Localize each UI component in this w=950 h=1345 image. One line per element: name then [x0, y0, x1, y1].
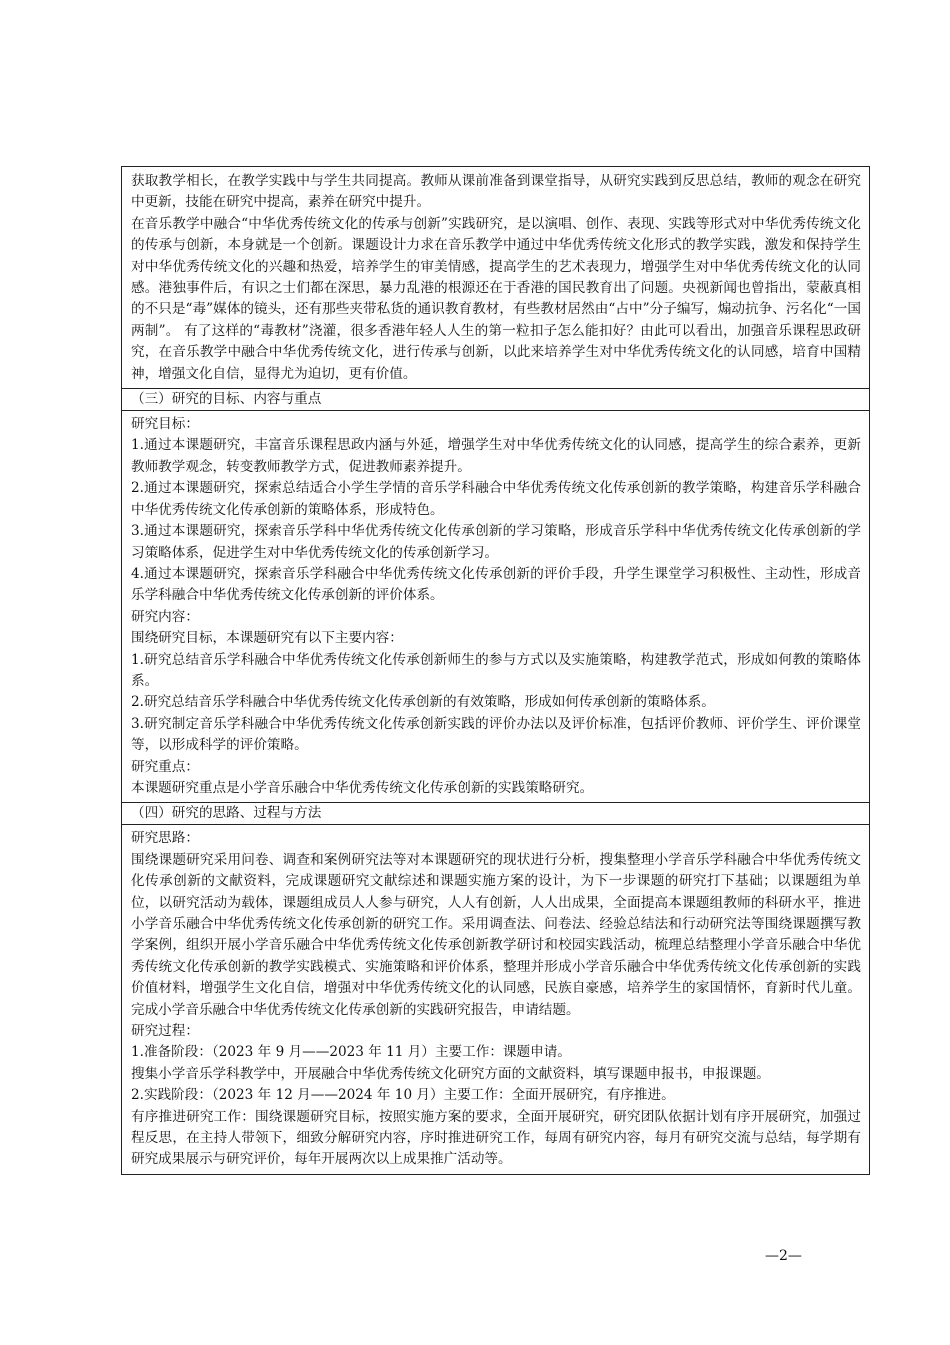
paragraph: 1.研究总结音乐学科融合中华优秀传统文化传承创新师生的参与方式以及实施策略，构建教学范式，形成如何教的策略体系。 — [131, 651, 861, 689]
paragraph: 搜集小学音乐学科教学中，开展融合中华优秀传统文化研究方面的文献资料，填写课题申报书，申报课题。 — [131, 1065, 770, 1082]
paragraph: 2.实践阶段：（2023 年 12 月——2024 年 10 月）主要工作：全面开展研究，有序推进。 — [131, 1087, 675, 1104]
paragraph: 研究内容： — [131, 608, 199, 625]
paragraph: 研究思路： — [131, 830, 199, 847]
paragraph: 围绕课题研究采用问卷、调查和案例研究法等对本课题研究的现状进行分析，搜集整理小学音乐学科融合中华优秀传统文化传承创新的文献资料，完成课题研究文献综述和课题实施方案的设计，为下一步课题的研究打下基础；以课题组为单位，以研究活动为载体，课题组成员人人参与研究，人人有创新，人人出成果，全面提高本课题组教师的科研水平，推进小学音乐融合中华优秀传统文化传承创新的研究工作。采用调查法、问卷法、经验总结法和行动研究法等围绕课题撰写教学案例，组织开展小学音乐融合中华优秀传统文化传承创新教学研讨和校园实践活动，梳理总结整理小学音乐融合中华优秀传统文化传承创新的教学实践模式、实施策略和评价体系，整理并形成小学音乐融合中华优秀传统文化传承创新的实践价值材料，增强学生文化自信，增强对中华优秀传统文化的认同感，民族自豪感，培养学生的家国情怀，育新时代儿童。完成小学音乐融合中华优秀传统文化传承创新的实践研究报告，申请结题。 — [131, 851, 861, 1018]
paragraph: 1.通过本课题研究，丰富音乐课程思政内涵与外延，增强学生对中华优秀传统文化的认同感，提高学生的综合素养，更新教师教学观念，转变教师教学方式，促进教师素养提升。 — [131, 437, 861, 475]
paragraph: 研究重点： — [131, 758, 199, 775]
paragraph: 获取教学相长，在教学实践中与学生共同提高。教师从课前准备到课堂指导，从研究实践到反思总结，教师的观念在研究中更新，技能在研究中提高，素养在研究中提升。 — [131, 173, 861, 211]
section-header: （三）研究的目标、内容与重点 — [122, 388, 869, 410]
paragraph: 围绕研究目标，本课题研究有以下主要内容： — [131, 630, 403, 647]
document-table — [121, 166, 870, 1175]
paragraph: 有序推进研究工作：围绕课题研究目标，按照实施方案的要求，全面开展研究，研究团队依据计划有序开展研究，加强过程反思，在主持人带领下，细致分解研究内容，序时推进研究工作，每周有研究内容，每月有研究交流与总结，每学期有研究成果展示与研究评价，每年开展两次以上成果推广活动等。 — [131, 1108, 861, 1168]
section-header: （四）研究的思路、过程与方法 — [122, 802, 869, 824]
paragraph: 3.研究制定音乐学科融合中华优秀传统文化传承创新实践的评价办法以及评价标准，包括评价教师、评价学生、评价课堂等，以形成科学的评价策略。 — [131, 715, 861, 754]
content-cell — [122, 167, 869, 388]
paragraph: 研究过程： — [131, 1023, 199, 1040]
paragraph: 研究目标： — [131, 416, 199, 433]
page-number: —2— — [765, 1248, 802, 1264]
paragraph: 1.准备阶段：（2023 年 9 月——2023 年 11 月）主要工作：课题申请。 — [131, 1044, 571, 1061]
content-cell — [122, 824, 869, 1174]
paragraph: 本课题研究重点是小学音乐融合中华优秀传统文化传承创新的实践策略研究。 — [131, 779, 594, 796]
paragraph: 2.通过本课题研究，探索总结适合小学生学情的音乐学科融合中华优秀传统文化传承创新的教学策略，构建音乐学科融合中华优秀传统文化传承创新的策略体系，形成特色。 — [131, 480, 861, 518]
paragraph: 4.通过本课题研究，探索音乐学科融合中华优秀传统文化传承创新的评价手段，升学生课堂学习积极性、主动性，形成音乐学科融合中华优秀传统文化传承创新的评价体系。 — [131, 565, 861, 604]
content-cell — [122, 410, 869, 802]
paragraph: 在音乐教学中融合“中华优秀传统文化的传承与创新”实践研究，是以演唱、创作、表现、实践等形式对中华优秀传统文化的传承与创新，本身就是一个创新。课题设计力求在音乐教学中通过中华优秀传统文化形式的教学实践，激发和保持学生对中华优秀传统文化的兴趣和热爱，培养学生的审美情感，提高学生的艺术表现力，增强学生对中华优秀传统文化的认同感。港独事件后，有识之士们都在深思，暴力乱港的根源还在于香港的国民教育出了问题。央视新闻也曾指出，蒙蔽真相的不只是“毒”媒体的镜头，还有那些夹带私货的通识教育教材，有些教材居然由“占中”分子编写，煽动抗争、污名化“一国两制”。 有了这样的“毒教材”浇灌，很多香港年轻人人生的第一粒扣子怎么能扣好？由此可以看出，加强音乐课程思政研究，在音乐教学中融合中华优秀传统文化，进行传承与创新，以此来培养学生对中华优秀传统文化的认同感，培育中国精神，增强文化自信，显得尤为迫切，更有价值。 — [131, 215, 861, 382]
paragraph: 2.研究总结音乐学科融合中华优秀传统文化传承创新的有效策略，形成如何传承创新的策略体系。 — [131, 694, 715, 711]
paragraph: 3.通过本课题研究，探索音乐学科中华优秀传统文化传承创新的学习策略，形成音乐学科中华优秀传统文化传承创新的学习策略体系，促进学生对中华优秀传统文化的传承创新学习。 — [131, 523, 861, 561]
